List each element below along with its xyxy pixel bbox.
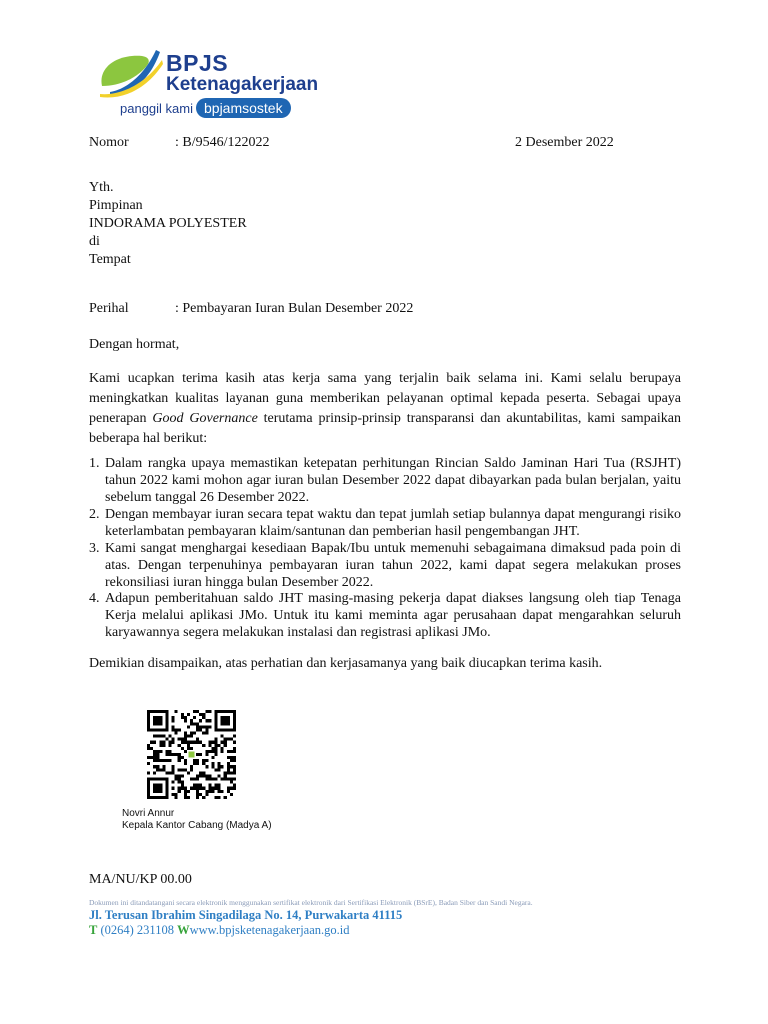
phone-label: T <box>89 923 98 937</box>
phone-number: (0264) 231108 <box>100 923 174 937</box>
subject-value: : Pembayaran Iuran Bulan Desember 2022 <box>175 301 414 316</box>
list-text: Adapun pemberitahuan saldo JHT masing-masing pekerja dapat diakses langsung oleh tiap Tenaga Kerja melalui aplikasi JMo. Untuk itu kami meminta agar perusahaan dapat mengarahkan seluruh karyawannya segera melakukan instalasi dan registrasi aplikasi JMo. <box>105 591 681 640</box>
logo-brand: BPJS <box>166 50 229 76</box>
nomor-value: : B/9546/122022 <box>175 135 270 150</box>
letter-date: 2 Desember 2022 <box>515 135 614 150</box>
list-item <box>89 540 681 591</box>
signer-title: Kepala Kantor Cabang (Madya A) <box>122 820 272 831</box>
list-number: 4. <box>89 591 100 606</box>
subject-label: Perihal <box>89 301 129 316</box>
nomor-label: Nomor <box>89 135 129 150</box>
logo-pill: bpjamsostek <box>196 98 291 118</box>
logo-subbrand: Ketenagakerjaan <box>166 74 319 95</box>
web-label: W <box>177 923 190 937</box>
intro-paragraph <box>89 369 681 449</box>
list-number: 1. <box>89 456 100 471</box>
closing: Demikian disampaikan, atas perhatian dan kerjasamanya yang baik diucapkan terima kasih. <box>89 656 603 671</box>
signature-qr-code <box>147 710 236 799</box>
list-item <box>89 590 681 641</box>
intro-italic: Good Governance <box>152 411 258 426</box>
list-text: Dengan membayar iuran secara tepat waktu dan tepat jumlah setiap bulannya dapat mengurangi risiko keterlambatan pembayaran klaim/santunan dan pemberian hasil pengembangan JHT. <box>105 507 681 539</box>
recipient-block <box>89 179 247 269</box>
bpjs-logo <box>96 44 319 126</box>
list-item <box>89 455 681 506</box>
website-link[interactable]: www.bpjsketenagakerjaan.go.id <box>189 923 350 937</box>
footer-address: Jl. Terusan Ibrahim Singadilaga No. 14, Purwakarta 41115 <box>89 908 403 922</box>
recipient-line: Yth. <box>89 180 114 195</box>
recipient-line: Tempat <box>89 252 131 267</box>
document-code: MA/NU/KP 00.00 <box>89 872 192 887</box>
list-text: Kami sangat menghargai kesediaan Bapak/Ibu untuk memenuhi sebagaimana dimaksud pada poin di atas. Dengan terpenuhinya pembayaran iuran tahun 2022, kami dapat segera melakukan proses rekonsiliasi iuran hingga bulan Desember 2022. <box>105 541 681 590</box>
recipient-line: INDORAMA POLYESTER <box>89 216 247 231</box>
footer-note: Dokumen ini ditandatangani secara elektronik menggunakan sertifikat elektronik dari Sertifikasi Elektronik (BSrE), Badan Siber dan Sandi Negara. <box>89 898 533 907</box>
list-number: 3. <box>89 541 100 556</box>
recipient-line: di <box>89 234 100 249</box>
list-text: Dalam rangka upaya memastikan ketepatan perhitungan Rincian Saldo Jaminan Hari Tua (RSJHT) tahun 2022 kami mohon agar iuran bulan Desember 2022 dapat dibayarkan pada bulan berjalan, yaitu sebelum tanggal 26 Desember 2022. <box>105 456 681 505</box>
recipient-line: Pimpinan <box>89 198 143 213</box>
footer-contact <box>89 923 350 938</box>
intro-text-end: terutama prinsip-prinsip transparansi dan akuntabilitas, kami sampaikan beberapa hal berikut: <box>89 411 681 446</box>
signer-name: Novri Annur <box>122 808 175 819</box>
intro-text: Kami ucapkan terima kasih atas kerja sama yang terjalin baik selama ini. Kami selalu berupaya meningkatkan kualitas layanan guna memberikan pelayanan optimal kepada peserta. Sebagai upaya penerapan <box>89 371 681 426</box>
logo-tagline: panggil kami <box>120 101 193 116</box>
list-number: 2. <box>89 507 100 522</box>
bpjs-leaf-icon <box>96 46 164 98</box>
list-item <box>89 506 681 540</box>
greeting: Dengan hormat, <box>89 337 180 352</box>
